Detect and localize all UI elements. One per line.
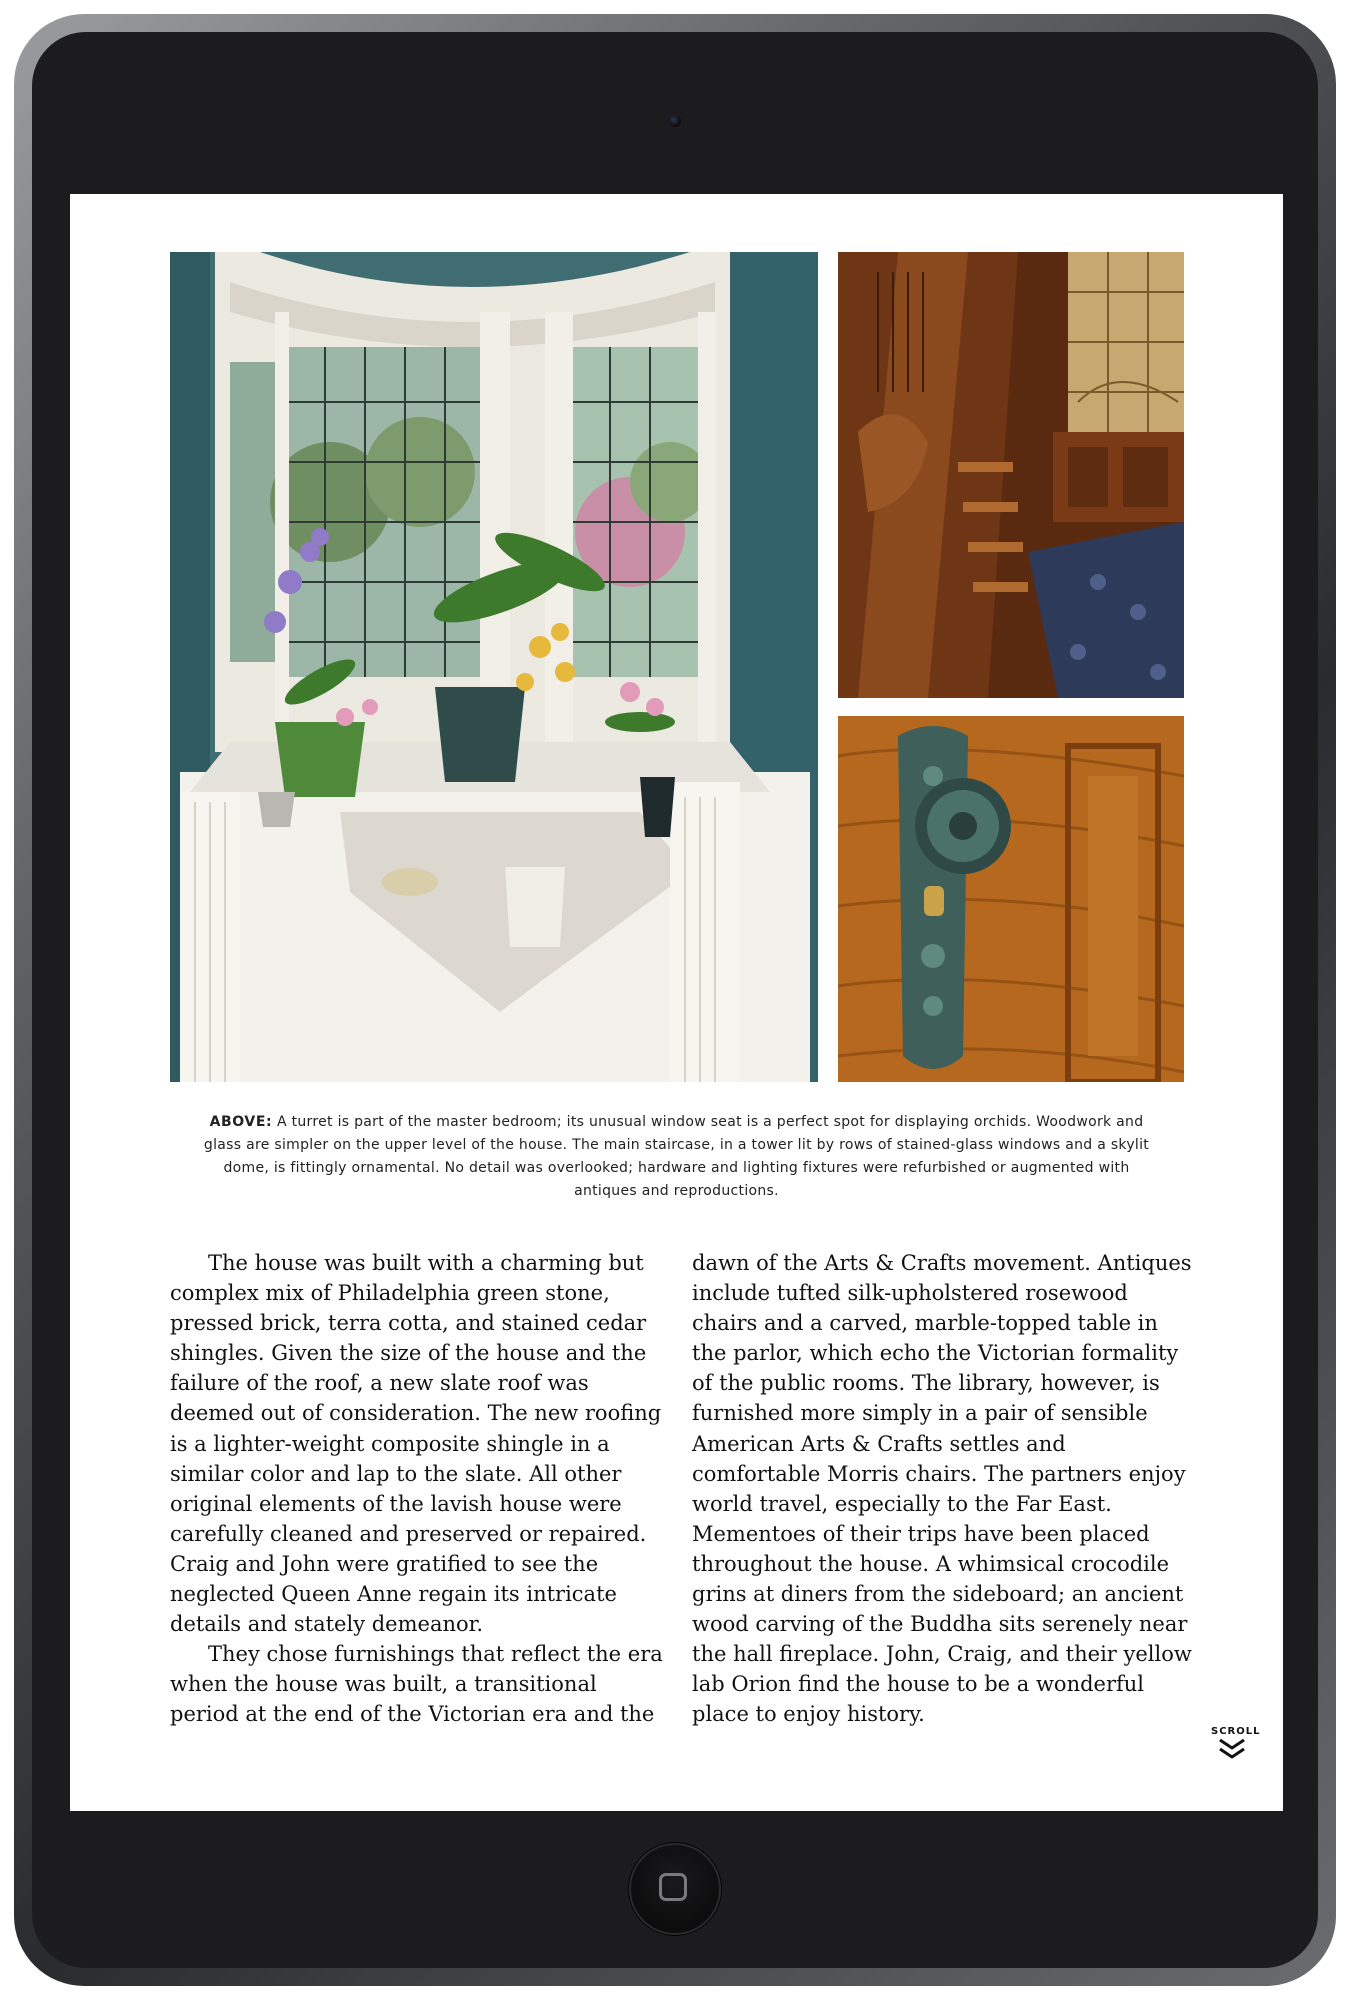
photo-turret-window-seat bbox=[170, 252, 818, 1082]
article-column-right bbox=[692, 1248, 1192, 1730]
article-paragraph: The house was built with a charming but complex mix of Philadelphia green stone, pressed brick, terra cotta, and stained cedar shingles. Given the size of the house and the failure of the roof, a new slate roof was deemed out of consideration. The new roofing is a lighter-weight composite shingle in a similar color and lap to the slate. All other original elements of the lavish house were carefully cleaned and preserved or repaired. Craig and John were gratified to see the neglected Queen Anne regain its intricate details and stately demeanor. bbox=[170, 1251, 662, 1637]
article-paragraph: They chose furnishings that reflect the era when the house was built, a transitional period at the end of the Victorian era and the bbox=[170, 1642, 663, 1727]
camera-icon bbox=[669, 115, 681, 127]
turret-illustration bbox=[170, 252, 818, 1082]
article-paragraph: dawn of the Arts & Crafts movement. Antiques include tufted silk-upholstered rosewood chairs and a carved, marble-topped table in the parlor, which echo the Victorian formality of the public rooms. The library, however, is furnished more simply in a pair of sensible American Arts & Crafts settles and comfortable Morris chairs. The partners enjoy world travel, especially to the Far East. Mementoes of their trips have been placed throughout the house. A whimsical crocodile grins at diners from the sideboard; an ancient wood carving of the Buddha sits serenely near the hall fireplace. John, Craig, and their yellow lab Orion find the house to be a wonderful place to enjoy history. bbox=[692, 1251, 1192, 1727]
home-button[interactable] bbox=[629, 1843, 721, 1935]
screen[interactable] bbox=[70, 194, 1283, 1811]
scroll-label: SCROLL bbox=[1211, 1726, 1261, 1737]
photo-main-staircase bbox=[838, 252, 1184, 698]
staircase-illustration bbox=[838, 252, 1184, 698]
scroll-indicator[interactable] bbox=[1211, 1726, 1261, 1765]
caption-text: A turret is part of the master bedroom; its unusual window seat is a perfect spot for displaying orchids. Woodwork and glass are simpler on the upper level of the house. The main staircase, in a tower lit by rows of stained-glass windows and a skylit dome, is fittingly ornamental. No detail was overlooked; hardware and lighting fixtures were refurbished or augmented with antiques and reproductions. bbox=[203, 1114, 1150, 1199]
doorknob-illustration bbox=[838, 716, 1184, 1082]
article-column-left bbox=[170, 1248, 670, 1730]
caption-lead: ABOVE: bbox=[209, 1114, 273, 1130]
home-square-icon bbox=[659, 1873, 687, 1901]
photo-caption bbox=[200, 1111, 1153, 1203]
double-chevron-down-icon bbox=[1217, 1737, 1247, 1761]
photo-door-hardware bbox=[838, 716, 1184, 1082]
